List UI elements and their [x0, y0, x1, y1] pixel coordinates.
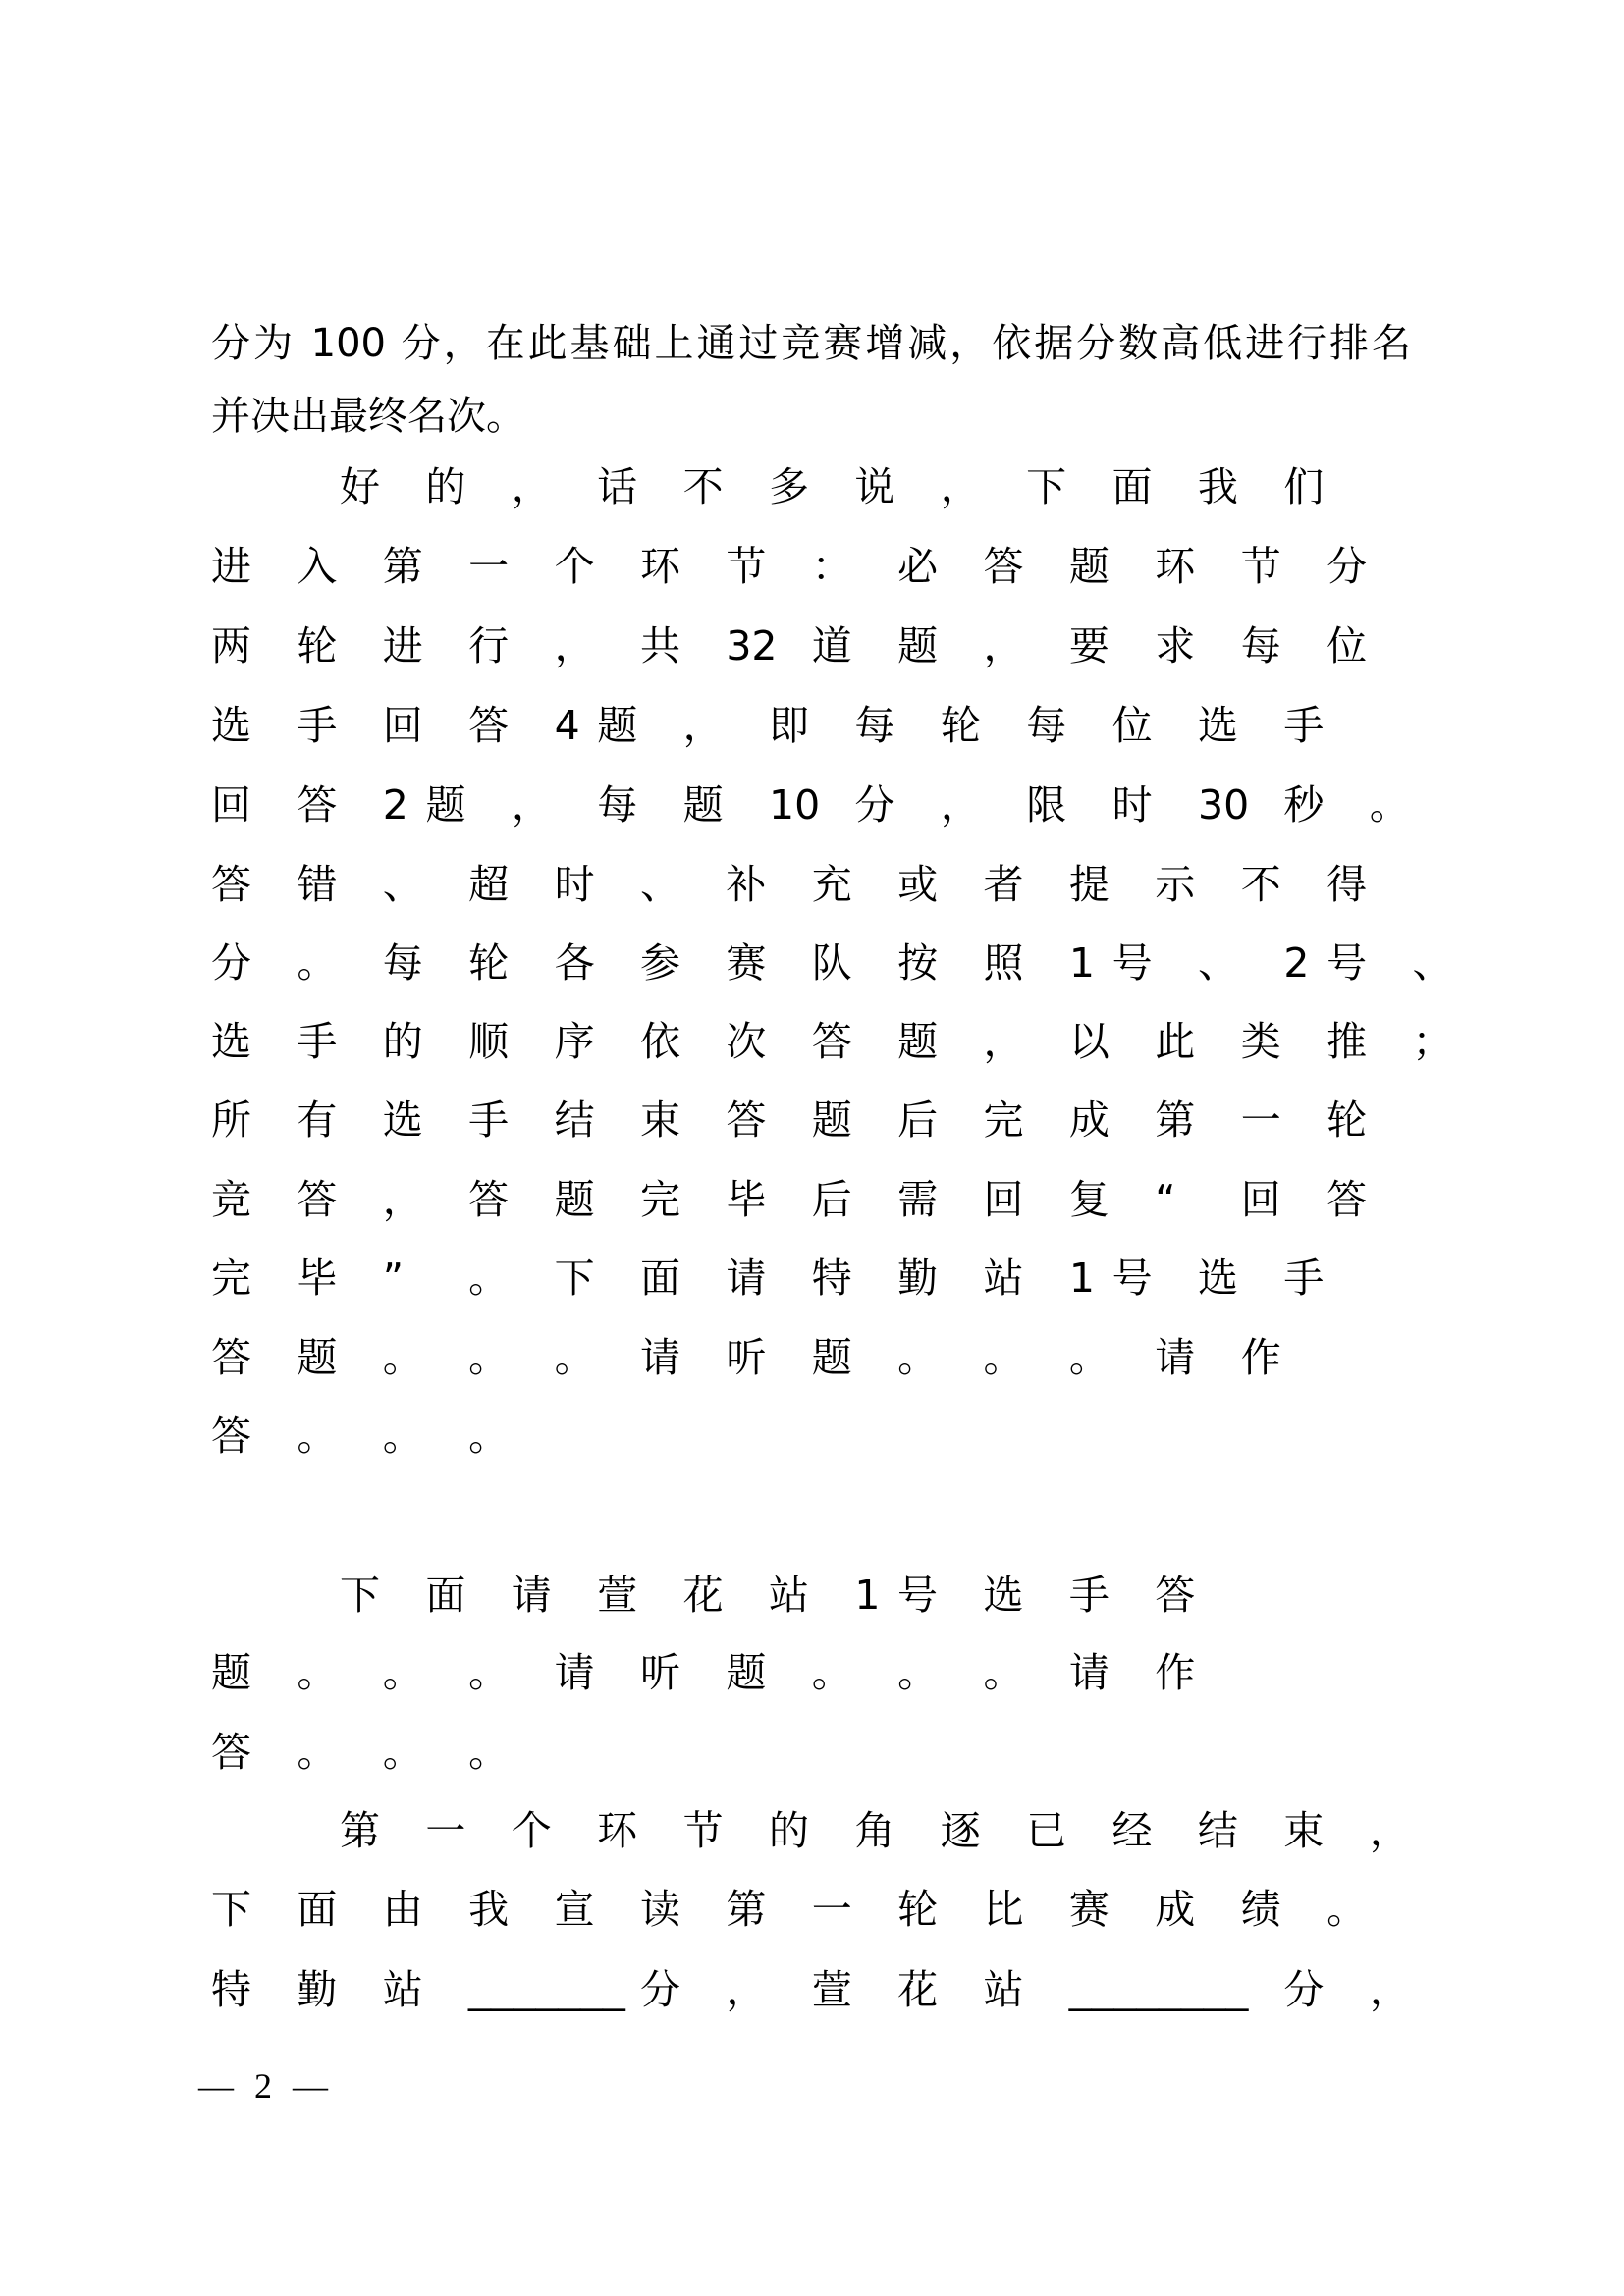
- char-cell: 求: [1155, 622, 1196, 669]
- char-cell: 提: [1068, 861, 1110, 908]
- char-cell: 轮: [468, 939, 510, 987]
- char-cell: 复: [1068, 1176, 1110, 1223]
- char-cell: ：: [811, 543, 852, 590]
- char-cell: 。: [554, 1334, 595, 1381]
- char-cell: 。: [897, 1649, 939, 1696]
- char-cell: 题: [211, 1649, 251, 1696]
- char-cell: ，: [511, 781, 552, 828]
- number-cell: 4: [554, 702, 580, 749]
- char-cell: 后: [897, 1096, 939, 1144]
- char-cell: 回: [211, 781, 251, 828]
- text-line: [211, 860, 1412, 909]
- page-number: — 2 —: [198, 2066, 328, 2106]
- char-cell: 下: [340, 1572, 380, 1619]
- char-cell: 答: [211, 1334, 251, 1381]
- char-cell: 题: [897, 622, 939, 669]
- char-cell: 答: [211, 1413, 251, 1460]
- char-cell: 由: [382, 1886, 423, 1933]
- char-cell: 题: [425, 781, 466, 828]
- fill-in-blank: ________: [1068, 1967, 1249, 2012]
- char-cell: 。: [297, 1649, 338, 1696]
- char-cell: 成: [1068, 1096, 1110, 1144]
- char-cell: 答: [983, 543, 1024, 590]
- char-cell: 。: [297, 939, 338, 987]
- char-cell: 竞: [211, 1176, 251, 1223]
- char-cell: 答: [468, 702, 510, 749]
- char-cell: 每: [1026, 702, 1067, 749]
- char-cell: 顺: [468, 1018, 510, 1065]
- char-cell: 题: [597, 702, 638, 749]
- char-cell: 束: [639, 1096, 680, 1144]
- char-cell: 要: [1068, 622, 1110, 669]
- char-cell: 下: [1026, 463, 1067, 510]
- char-cell: 有: [297, 1096, 338, 1144]
- char-cell: 。: [297, 1729, 338, 1776]
- char-cell: 下: [211, 1886, 251, 1933]
- char-cell: 入: [297, 543, 338, 590]
- char-cell: 结: [554, 1096, 595, 1144]
- char-cell: 第: [1155, 1096, 1196, 1144]
- number-cell: 1: [1068, 1255, 1095, 1302]
- char-cell: 已: [1026, 1807, 1067, 1854]
- char-cell: 每: [597, 781, 638, 828]
- char-cell: 节: [682, 1807, 724, 1854]
- char-cell: 第: [382, 543, 423, 590]
- char-cell: 。: [1326, 1886, 1368, 1933]
- char-cell: 萱: [597, 1572, 638, 1619]
- char-cell: 道: [811, 622, 852, 669]
- char-cell: 进: [211, 543, 251, 590]
- char-cell: 环: [1155, 543, 1196, 590]
- number-cell: 30: [1197, 781, 1250, 828]
- char-cell: 比: [983, 1886, 1024, 1933]
- char-cell: 手: [297, 1018, 338, 1065]
- char-cell: 位: [1326, 622, 1368, 669]
- char-cell: 作: [1155, 1649, 1196, 1696]
- char-cell: 。: [382, 1334, 423, 1381]
- char-cell: 手: [1283, 702, 1325, 749]
- char-cell: 不: [1240, 861, 1281, 908]
- char-cell: 按: [897, 939, 939, 987]
- char-cell: 一: [468, 543, 510, 590]
- char-cell: 我: [1197, 463, 1238, 510]
- char-cell: 花: [682, 1572, 724, 1619]
- char-cell: 请: [1155, 1334, 1196, 1381]
- char-cell: 不: [682, 463, 724, 510]
- char-cell: 照: [983, 939, 1024, 987]
- char-cell: 轮: [940, 702, 981, 749]
- char-cell: 完: [983, 1096, 1024, 1144]
- char-cell: 花: [897, 1966, 939, 2013]
- char-cell: 手: [297, 702, 338, 749]
- char-cell: 请: [511, 1572, 552, 1619]
- char-cell: 错: [297, 861, 338, 908]
- char-cell: 站: [382, 1966, 423, 2013]
- char-cell: 下: [554, 1255, 595, 1302]
- score-blanks-line: [211, 1965, 1455, 2014]
- char-cell: 次: [726, 1018, 767, 1065]
- char-cell: 两: [211, 622, 251, 669]
- char-cell: 必: [897, 543, 939, 590]
- char-cell: 题: [297, 1334, 338, 1381]
- char-cell: 第: [340, 1807, 380, 1854]
- char-cell: 。: [382, 1729, 423, 1776]
- char-cell: “: [1155, 1176, 1176, 1223]
- char-cell: ，: [1369, 1966, 1410, 2013]
- char-cell: ，: [554, 622, 595, 669]
- char-cell: 我: [468, 1886, 510, 1933]
- char-cell: 面: [1111, 463, 1153, 510]
- char-cell: 逐: [940, 1807, 981, 1854]
- char-cell: 秒: [1283, 781, 1325, 828]
- char-cell: 角: [854, 1807, 895, 1854]
- char-cell: 各: [554, 939, 595, 987]
- text-line: [211, 621, 1412, 670]
- char-cell: 即: [769, 702, 810, 749]
- char-cell: 、: [382, 861, 423, 908]
- char-cell: 题: [726, 1649, 767, 1696]
- char-cell: 答: [468, 1176, 510, 1223]
- char-cell: 请: [1068, 1649, 1110, 1696]
- char-cell: 。: [897, 1334, 939, 1381]
- char-cell: 答: [211, 861, 251, 908]
- char-cell: 答: [1326, 1176, 1368, 1223]
- char-cell: 萱: [811, 1966, 852, 2013]
- char-cell: 听: [639, 1649, 680, 1696]
- char-cell: 充: [811, 861, 852, 908]
- char-cell: 依: [639, 1018, 680, 1065]
- char-cell: 号: [1326, 939, 1368, 987]
- char-cell: 的: [768, 1807, 809, 1854]
- char-cell: 面: [639, 1255, 680, 1302]
- char-cell: 好: [340, 463, 380, 510]
- char-cell: 作: [1240, 1334, 1281, 1381]
- char-cell: ，: [382, 1176, 423, 1223]
- text-line: [211, 1175, 1412, 1224]
- char-cell: 选: [211, 1018, 251, 1065]
- char-cell: 节: [726, 543, 767, 590]
- char-cell: 队: [811, 939, 852, 987]
- number-cell: 2: [1283, 939, 1310, 987]
- char-cell: 此: [1155, 1018, 1196, 1065]
- text-line: [211, 1017, 1498, 1066]
- char-cell: 每: [1240, 622, 1281, 669]
- char-cell: 序: [554, 1018, 595, 1065]
- char-cell: ，: [940, 781, 981, 828]
- char-cell: 节: [1240, 543, 1281, 590]
- char-cell: 完: [211, 1255, 251, 1302]
- char-cell: 请: [554, 1649, 595, 1696]
- char-cell: 超: [468, 861, 510, 908]
- char-cell: 手: [468, 1096, 510, 1144]
- char-cell: ，: [940, 463, 981, 510]
- number-cell: 1: [854, 1572, 881, 1619]
- char-cell: 答: [811, 1018, 852, 1065]
- char-cell: ，: [1369, 1807, 1410, 1854]
- number-cell: 10: [769, 781, 821, 828]
- char-cell: 进: [382, 622, 423, 669]
- text-line: [211, 701, 1370, 750]
- char-cell: 选: [1197, 1255, 1238, 1302]
- char-cell: 回: [983, 1176, 1024, 1223]
- char-cell: ”: [382, 1255, 405, 1302]
- char-cell: 毕: [726, 1176, 767, 1223]
- char-cell: 共: [639, 622, 680, 669]
- char-cell: 答: [1155, 1572, 1196, 1619]
- char-cell: 或: [897, 861, 939, 908]
- char-cell: 分: [211, 939, 251, 987]
- char-cell: 号: [897, 1572, 939, 1619]
- char-cell: 需: [897, 1176, 939, 1223]
- char-cell: 、: [1412, 939, 1453, 987]
- char-cell: 示: [1155, 861, 1196, 908]
- char-cell: 限: [1026, 781, 1067, 828]
- char-cell: 说: [854, 463, 895, 510]
- char-cell: 面: [425, 1572, 466, 1619]
- char-cell: 回: [382, 702, 423, 749]
- char-cell: ，: [726, 1966, 767, 2013]
- char-cell: 经: [1111, 1807, 1153, 1854]
- char-cell: 答: [297, 1176, 338, 1223]
- char-cell: 手: [1283, 1255, 1325, 1302]
- char-cell: 站: [983, 1966, 1024, 2013]
- char-cell: 站: [768, 1572, 809, 1619]
- char-cell: 第: [726, 1886, 767, 1933]
- char-cell: 宣: [554, 1886, 595, 1933]
- text-line: [211, 938, 1498, 988]
- char-cell: 。: [468, 1334, 510, 1381]
- char-cell: 成: [1155, 1886, 1196, 1933]
- char-cell: 们: [1283, 463, 1325, 510]
- char-cell: 选: [211, 702, 251, 749]
- char-cell: 分: [1283, 1966, 1325, 2013]
- char-cell: ；: [1412, 1018, 1453, 1065]
- char-cell: 多: [768, 463, 809, 510]
- char-cell: 每: [854, 702, 895, 749]
- char-cell: 题: [554, 1176, 595, 1223]
- char-cell: 。: [382, 1413, 423, 1460]
- char-cell: 补: [726, 861, 767, 908]
- char-cell: 结: [1197, 1807, 1238, 1854]
- char-cell: 绩: [1240, 1886, 1281, 1933]
- char-cell: 分: [1326, 543, 1368, 590]
- char-cell: 得: [1326, 861, 1368, 908]
- char-cell: 话: [597, 463, 638, 510]
- char-cell: 答: [211, 1729, 251, 1776]
- char-cell: 选: [983, 1572, 1024, 1619]
- char-cell: 赛: [1068, 1886, 1110, 1933]
- number-cell: 2: [382, 781, 408, 828]
- char-cell: 题: [897, 1018, 939, 1065]
- char-cell: 题: [811, 1334, 852, 1381]
- char-cell: 。: [811, 1649, 852, 1696]
- char-cell: 手: [1068, 1572, 1110, 1619]
- char-cell: 。: [983, 1649, 1024, 1696]
- char-cell: 号: [1111, 939, 1153, 987]
- text-line: 并决出最终名次。: [211, 394, 525, 439]
- char-cell: 一: [811, 1886, 852, 1933]
- text-line: [211, 1095, 1412, 1145]
- char-cell: 答: [726, 1096, 767, 1144]
- char-cell: 赛: [726, 939, 767, 987]
- text-line: 分为 100 分，在此基础上通过竞赛增减，依据分数高低进行排名: [211, 321, 1411, 366]
- char-cell: 读: [639, 1886, 680, 1933]
- char-cell: 推: [1326, 1018, 1368, 1065]
- fill-in-blank: _______: [468, 1967, 625, 2012]
- text-line: [340, 1806, 1455, 1855]
- char-cell: 特: [811, 1255, 852, 1302]
- char-cell: 答: [297, 781, 338, 828]
- char-cell: ，: [983, 622, 1024, 669]
- char-cell: 每: [382, 939, 423, 987]
- text-line: [340, 462, 1370, 511]
- text-line: [211, 1412, 555, 1461]
- char-cell: 环: [639, 543, 680, 590]
- char-cell: 环: [597, 1807, 638, 1854]
- char-cell: 个: [554, 543, 595, 590]
- char-cell: ，: [983, 1018, 1024, 1065]
- char-cell: 。: [468, 1729, 510, 1776]
- char-cell: 分: [854, 781, 895, 828]
- char-cell: 一: [425, 1807, 466, 1854]
- char-cell: 题: [682, 781, 724, 828]
- char-cell: 位: [1111, 702, 1153, 749]
- char-cell: 束: [1283, 1807, 1325, 1854]
- char-cell: ，: [511, 463, 552, 510]
- char-cell: 、: [1197, 939, 1238, 987]
- text-line: [211, 780, 1455, 829]
- char-cell: 。: [468, 1255, 510, 1302]
- number-cell: 1: [1068, 939, 1095, 987]
- char-cell: 请: [726, 1255, 767, 1302]
- char-cell: 题: [1068, 543, 1110, 590]
- number-cell: 32: [726, 622, 778, 669]
- char-cell: 类: [1240, 1018, 1281, 1065]
- char-cell: 时: [554, 861, 595, 908]
- char-cell: 特: [211, 1966, 251, 2013]
- char-cell: 轮: [1326, 1096, 1368, 1144]
- char-cell: 。: [297, 1413, 338, 1460]
- char-cell: 后: [811, 1176, 852, 1223]
- char-cell: 选: [1197, 702, 1238, 749]
- char-cell: 轮: [897, 1886, 939, 1933]
- char-cell: 。: [468, 1413, 510, 1460]
- char-cell: 一: [1240, 1096, 1281, 1144]
- char-cell: 回: [1240, 1176, 1281, 1223]
- char-cell: 的: [382, 1018, 423, 1065]
- char-cell: 参: [639, 939, 680, 987]
- char-cell: 面: [297, 1886, 338, 1933]
- text-line: [340, 1571, 1241, 1620]
- text-line: [211, 1254, 1370, 1303]
- char-cell: 选: [382, 1096, 423, 1144]
- char-cell: 站: [983, 1255, 1024, 1302]
- char-cell: 分: [639, 1966, 680, 2013]
- char-cell: 。: [468, 1649, 510, 1696]
- char-cell: 题: [811, 1096, 852, 1144]
- char-cell: 行: [468, 622, 510, 669]
- char-cell: ，: [682, 702, 724, 749]
- char-cell: 勤: [897, 1255, 939, 1302]
- char-cell: 请: [639, 1334, 680, 1381]
- char-cell: 、: [639, 861, 680, 908]
- char-cell: 所: [211, 1096, 251, 1144]
- char-cell: 。: [1068, 1334, 1110, 1381]
- char-cell: 号: [1111, 1255, 1153, 1302]
- char-cell: 勤: [297, 1966, 338, 2013]
- char-cell: 。: [382, 1649, 423, 1696]
- char-cell: 时: [1111, 781, 1153, 828]
- char-cell: 者: [983, 861, 1024, 908]
- char-cell: 个: [511, 1807, 552, 1854]
- char-cell: 听: [726, 1334, 767, 1381]
- char-cell: 的: [425, 463, 466, 510]
- text-line: [211, 1728, 555, 1777]
- text-line: [211, 542, 1412, 591]
- char-cell: 轮: [297, 622, 338, 669]
- char-cell: 完: [639, 1176, 680, 1223]
- char-cell: 以: [1068, 1018, 1110, 1065]
- char-cell: 毕: [297, 1255, 338, 1302]
- char-cell: 。: [1369, 781, 1410, 828]
- char-cell: 。: [983, 1334, 1024, 1381]
- text-line: [211, 1648, 1241, 1697]
- text-line: [211, 1333, 1326, 1382]
- text-line: [211, 1885, 1412, 1934]
